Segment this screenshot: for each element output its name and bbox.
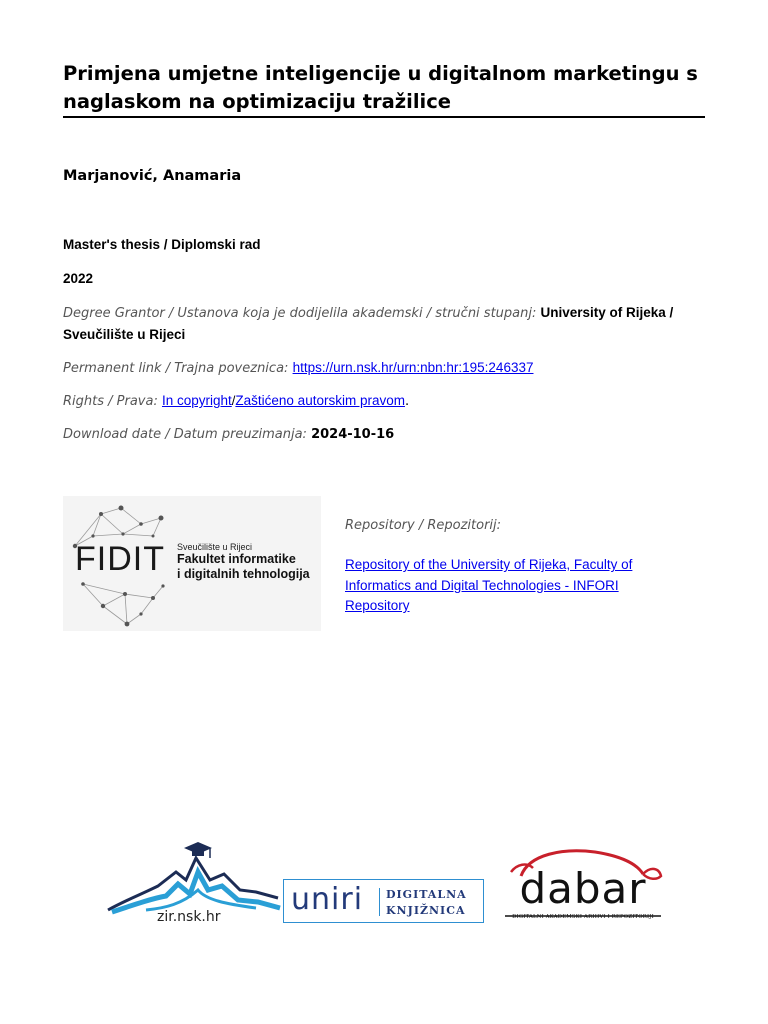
rights-link-in-copyright[interactable]: In copyright	[161, 393, 232, 408]
fidit-wordmark: FIDIT	[75, 540, 165, 578]
uniri-line1: DIGITALNA	[386, 888, 467, 901]
uniri-digitalna-knjiznica-logo[interactable]	[283, 879, 484, 923]
fidit-faculty-line2: i digitalnih tehnologija	[177, 567, 310, 581]
repository-link[interactable]: Repository of the University of Rijeka, Faculty of Informatics and Digital Technologies - INFORI Repository	[345, 557, 633, 613]
download-date	[63, 424, 703, 445]
permanent-link-label: Permanent link / Trajna poveznica:	[63, 361, 289, 376]
dabar-wordmark: dabar	[519, 864, 647, 913]
fidit-logo	[63, 496, 321, 631]
zir-text: zir.nsk.hr	[157, 909, 221, 925]
download-label: Download date / Datum preuzimanja:	[63, 427, 307, 442]
fidit-university: Sveučilište u Rijeci	[177, 542, 253, 552]
uniri-divider	[379, 888, 380, 916]
thesis-type: Master's thesis / Diplomski rad	[63, 237, 261, 252]
degree-grantor	[63, 302, 703, 346]
rights-label: Rights / Prava:	[63, 394, 158, 409]
dabar-subtitle: DIGITALNI AKADEMSKI ARHIVI I REPOZITORIJI	[512, 914, 654, 920]
document-title: Primjena umjetne inteligencije u digitalnom marketingu s naglaskom na optimizaciju tražilice	[63, 62, 698, 113]
repository-label: Repository / Repozitorij:	[345, 518, 502, 533]
rights-separator: /	[231, 393, 236, 408]
author-name: Marjanović, Anamaria	[63, 168, 242, 184]
grantor-label: Degree Grantor / Ustanova koja je dodijelila akademski / stručni stupanj:	[63, 306, 537, 321]
uniri-line2: KNJIŽNICA	[386, 904, 466, 917]
permanent-link	[63, 357, 703, 379]
download-value: 2024-10-16	[311, 427, 395, 442]
year: 2022	[63, 271, 94, 286]
fidit-faculty-line1: Fakultet informatike	[177, 552, 296, 566]
rights-link-zasticeno[interactable]: Zaštićeno autorskim pravom	[235, 393, 405, 408]
grantor-value: University of Rijeka / Sveučilište u Rijeci	[63, 305, 674, 342]
rights-end: .	[404, 394, 410, 409]
uniri-wordmark: uniri	[291, 882, 364, 917]
permanent-link-url[interactable]: https://urn.nsk.hr/urn:nbn:hr:195:246337	[292, 360, 534, 375]
rights	[63, 390, 703, 412]
title-divider	[63, 116, 705, 118]
